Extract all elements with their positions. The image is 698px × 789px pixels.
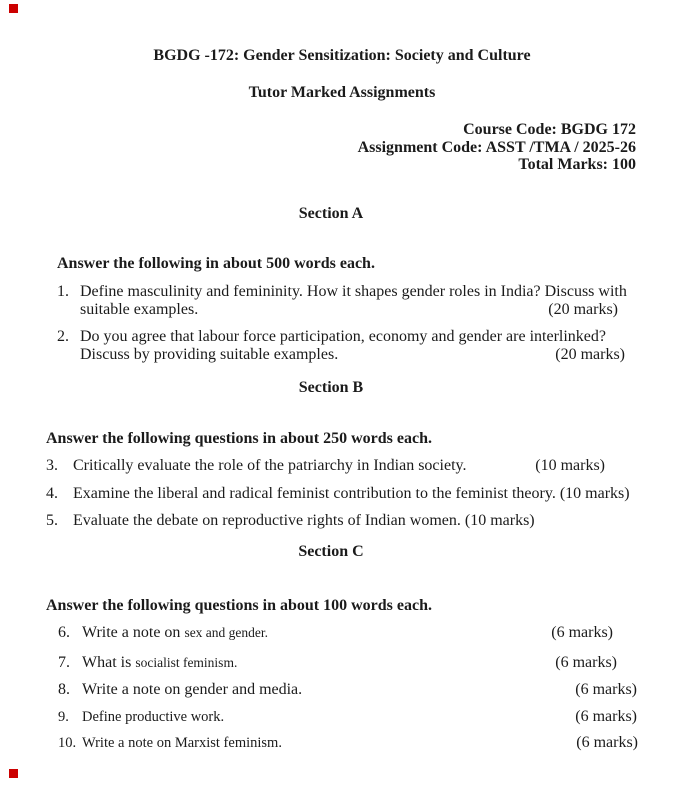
question-text: Define productive work. — [82, 708, 225, 725]
question-number: 4. — [46, 485, 58, 502]
question-number: 3. — [46, 456, 58, 474]
question-number: 2. — [57, 327, 69, 345]
section-c-intro: Answer the following questions in about 100 words each. — [46, 597, 432, 614]
question-row — [46, 512, 698, 531]
page-subtitle: Tutor Marked Assignments — [248, 84, 436, 101]
section-b-heading: Section B — [298, 378, 364, 396]
question-row — [58, 681, 698, 700]
question-marks: (6 marks) — [575, 707, 637, 725]
question-text: Write a note on gender and media. — [82, 681, 303, 698]
question-marks: (20 marks) — [548, 301, 618, 318]
question-number: 5. — [46, 511, 58, 529]
question-marks: (6 marks) — [551, 624, 613, 641]
question-text: Do you agree that labour force participation, economy and gender are interlinked? Discuss by providing suitable examples. — [80, 327, 606, 363]
question-text: What is socialist feminism. — [82, 653, 238, 671]
question-number: 8. — [58, 681, 70, 698]
section-c-heading: Section C — [298, 543, 364, 560]
question-row — [58, 654, 698, 673]
question-row — [58, 708, 698, 727]
question-row — [46, 485, 698, 504]
question-text: Define masculinity and femininity. How it shapes gender roles in India? Discuss with suitable examples. — [80, 282, 627, 318]
section-b-intro: Answer the following questions in about 250 words each. — [46, 429, 432, 447]
section-a-heading: Section A — [298, 204, 364, 222]
question-text: Write a note on Marxist feminism. — [82, 735, 282, 751]
question-text: Critically evaluate the role of the patriarchy in Indian society. — [73, 456, 467, 474]
question-text: Evaluate the debate on reproductive rights of Indian women. (10 marks) — [73, 511, 535, 529]
question-row — [46, 457, 698, 476]
question-number: 6. — [58, 624, 70, 641]
question-number: 10. — [58, 735, 77, 751]
red-corner-mark-top — [9, 4, 18, 13]
red-corner-mark-bottom — [9, 769, 18, 778]
question-marks: (20 marks) — [555, 346, 625, 363]
question-marks: (10 marks) — [535, 456, 605, 474]
course-info-block — [0, 121, 698, 174]
question-row — [57, 328, 698, 365]
question-marks: (6 marks) — [575, 681, 637, 698]
question-number: 7. — [58, 653, 70, 671]
page-title: BGDG -172: Gender Sensitization: Society and Culture — [153, 47, 531, 64]
question-marks: (6 marks) — [555, 653, 617, 671]
question-row — [58, 624, 698, 643]
question-row — [58, 734, 698, 753]
total-marks: Total Marks: 100 — [518, 156, 636, 173]
question-number: 1. — [57, 282, 69, 300]
assignment-code: Assignment Code: ASST /TMA / 2025-26 — [357, 138, 636, 156]
question-number: 9. — [58, 708, 69, 725]
question-marks: (6 marks) — [576, 734, 638, 751]
question-text: Write a note on sex and gender. — [82, 624, 269, 641]
question-text: Examine the liberal and radical feminist contribution to the feminist theory. (10 marks) — [73, 485, 630, 502]
section-a-intro: Answer the following in about 500 words each. — [57, 254, 375, 272]
course-code: Course Code: BGDG 172 — [463, 121, 636, 138]
question-row — [57, 283, 698, 320]
